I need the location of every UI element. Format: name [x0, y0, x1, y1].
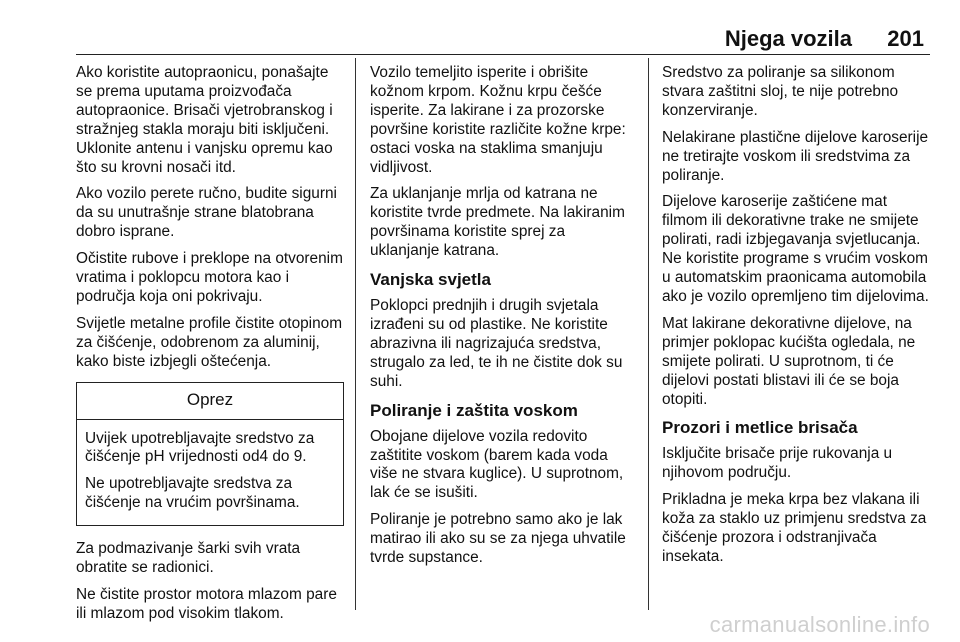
paragraph: Sredstvo za poliranje sa silikonom stvara zaštitni sloj, te nije potrebno konzerviranje.	[662, 64, 899, 119]
paragraph: Za podmazivanje šarki svih vrata obratite se radionici.	[76, 540, 301, 577]
heading-windows-wipers: Prozori i metlice brisača	[662, 418, 858, 438]
column-1	[76, 64, 344, 632]
paragraph: Ako koristite autopraonicu, ponašajte se prema uputama proizvođača autopraonice. Brisači vjetrobranskog i stražnjeg stakla moraju biti isključeni. Uklonite antenu i vanjsku opremu kao što su krovni nosači itd.	[76, 64, 333, 176]
paragraph: Poklopci prednjih i drugih svjetala izrađeni su od plastike. Ne koristite abrazivna ili nagrizajuća sredstva, strugalo za led, te ih ne čistite dok su suhi.	[370, 297, 623, 390]
page-number: 201	[887, 26, 924, 51]
paragraph: Očistite rubove i preklope na otvorenim vratima i poklopcu motora kao i područja koja oni pokrivaju.	[76, 250, 343, 305]
heading-polishing-waxing: Poliranje i zaštita voskom	[370, 400, 578, 420]
caution-paragraph: Uvijek upotrebljavajte sredstvo za čišćenje pH vrijednosti od4 do 9.	[85, 429, 315, 466]
paragraph: Ako vozilo perete ručno, budite sigurni da su unutrašnje strane blatobrana dobro isprane.	[76, 185, 337, 241]
caution-box	[76, 382, 344, 527]
column-divider-2	[648, 58, 649, 610]
header-rule	[76, 54, 930, 55]
page-header	[0, 26, 960, 56]
paragraph: Nelakirane plastične dijelove karoserije ne tretirajte voskom ili sredstvima za poliranje.	[662, 128, 929, 184]
caution-title: Oprez	[77, 383, 343, 420]
caution-body	[77, 420, 343, 526]
paragraph: Mat lakirane dekorativne dijelove, na primjer poklopac kućišta ogledala, ne smijete polirati. U suprotnom, ti će dijelovi postati blistavi ili će se boja otopiti.	[662, 314, 916, 408]
column-divider-1	[355, 58, 356, 610]
section-title: Njega vozila	[724, 26, 852, 51]
paragraph: Za uklanjanje mrlja od katrana ne koristite tvrde predmete. Na lakiranim površinama koristite sprej za uklanjanje katrana.	[370, 185, 625, 260]
column-3	[662, 64, 930, 575]
column-2	[370, 64, 636, 576]
paragraph: Vozilo temeljito isperite i obrišite kožnom krpom. Kožnu krpu češće isperite. Za lakirane i za prozorske površine koristite različite kožne krpe: ostaci voska na staklima smanjuju vidljivost.	[370, 64, 626, 176]
heading-exterior-lights: Vanjska svjetla	[370, 270, 491, 290]
paragraph: Ne čistite prostor motora mlazom pare ili mlazom pod visokim tlakom.	[76, 585, 337, 622]
paragraph: Prikladna je meka krpa bez vlakana ili koža za staklo uz primjenu sredstva za čišćenje prozora i odstranjivača insekata.	[662, 491, 927, 565]
paragraph: Dijelove karoserije zaštićene mat filmom ili dekorativne trake ne smijete polirati, radi izbjegavanja svjetlucanja. Ne koristite programe s vrućim voskom u automatskim praonicama automobila ako je vozilo opremljeno tim dijelovima.	[662, 193, 929, 305]
watermark: carmanualsonline.info	[709, 612, 930, 637]
paragraph: Poliranje je potrebno samo ako je lak matirao ili ako su se za njega uhvatile tvrde supstance.	[370, 511, 626, 567]
paragraph: Isključite brisače prije rukovanja u njihovom području.	[662, 445, 893, 482]
paragraph: Obojane dijelove vozila redovito zaštitite voskom (barem kada voda više ne stvara kuglice). U suprotnom, lak će se isušiti.	[370, 427, 624, 502]
caution-paragraph: Ne upotrebljavajte sredstva za čišćenje na vrućim površinama.	[85, 475, 300, 512]
paragraph: Svijetle metalne profile čistite otopinom za čišćenje, odobrenom za aluminij, kako biste izbjegli oštećenja.	[76, 314, 343, 370]
